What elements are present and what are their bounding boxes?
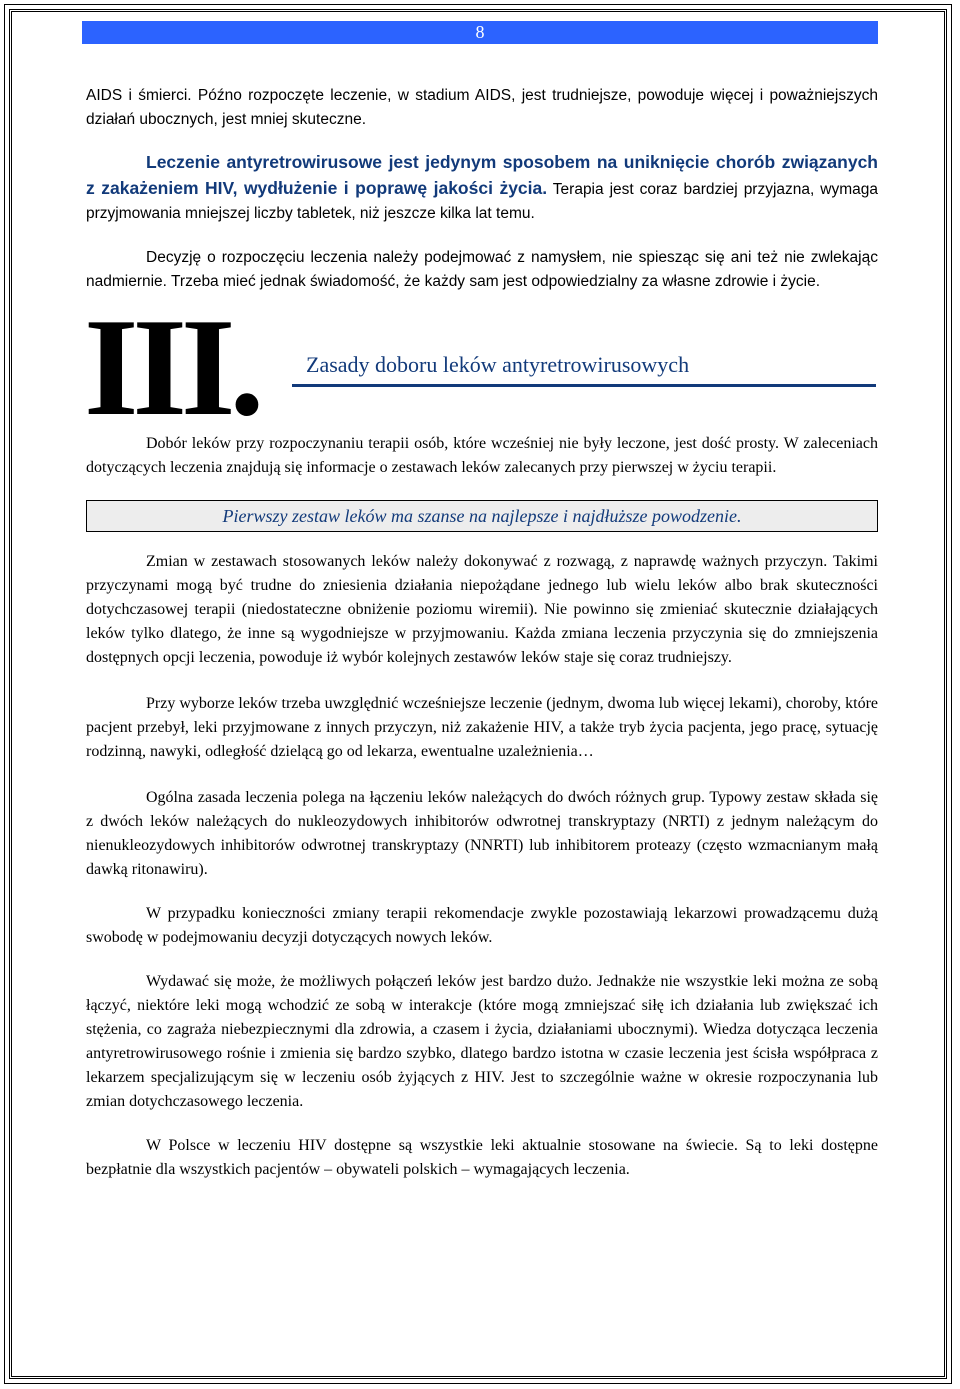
section-heading xyxy=(84,290,878,445)
section-title-underline xyxy=(292,384,876,387)
paragraph-drug-interactions: Wydawać się może, że możliwych połączeń leków jest bardzo dużo. Jednakże nie wszystkie leki można ze sobą łączyć, niektóre leki mogą wchodzić ze sobą w interakcje (które mogą zmniejszać siłę ich działania lub zwiększać ich stężenia, co zagraża niebezpiecznymi dla zdrowia, a czasem i życia, działaniami ubocznymi). Wiedza dotycząca leczenia antyretrowirusowego rośnie i zmienia się bardzo szybko, dlatego bardzo istotna w czasie leczenia jest ścisła współpraca z lekarzem specjalizującym się w leczeniu osób żyjących z HIV. Jest to szczególnie ważne w okresie rozpoczynania lub zmian dotychczasowego leczenia. xyxy=(86,973,878,1110)
paragraph-aids-death: AIDS i śmierci. Późno rozpoczęte leczenie, w stadium AIDS, jest trudniejsze, powoduje więcej i poważniejszych działań ubocznych, jest mniej skuteczne. xyxy=(86,87,878,128)
emphasis-treatment-only-way: Leczenie antyretrowirusowe jest jedynym sposobem na uniknięcie chorób związanych z zakażeniem HIV, wydłużenie i poprawę jakości życia. xyxy=(86,152,878,198)
paragraph-selection-factors: Przy wyborze leków trzeba uwzględnić wcześniejsze leczenie (jednym, dwoma lub więcej lekami), choroby, które pacjent przebył, leki przyjmowane z innych przyczyn, niż zakażenie HIV, a także tryb życia pacjenta, jego pracę, sytuację rodzinną, nawyki, odległość dzielącą go od lekarza, ewentualne uzależnienia… xyxy=(86,695,878,760)
paragraph-general-rule: Ogólna zasada leczenia polega na łączeniu leków należących do dwóch różnych grup. Typowy zestaw składa się z dwóch leków należących do nukleozydowych inhibitorów odwrotnej transkryptazy (NRTI) z jednym należącym do nienukleozydowych inhibitorów odwrotnej transkryptazy (NNRTI) lub inhibitorem proteazy (często wzmacnianym małą dawką ritonawiru). xyxy=(86,789,878,878)
section-title: Zasady doboru leków antyretrowirusowych xyxy=(306,352,690,377)
paragraph-treatment-importance xyxy=(86,150,878,226)
paragraph-regimen-changes: Zmian w zestawach stosowanych leków należy dokonywać z rozwagą, z naprawdę ważnych przyczyn. Takimi przyczynami mogą być trudne do zniesienia działania niepożądane jednego lub wielu leków albo brak skuteczności dotychczasowej terapii (niedostateczne obniżenie poziomu wiremii). Nie powinno się zmieniać skutecznie działających leków tylko dlatego, że inne są wygodniejsze w przyjmowaniu. Każda zmiana leczenia przyczynia się do zmniejszenia dostępnych opcji leczenia, powoduje iż wybór kolejnych zestawów leków staje się coraz trudniejszy. xyxy=(86,553,878,666)
page-number: 8 xyxy=(475,22,485,42)
paragraph-therapy-friendly: Terapia jest coraz bardziej przyjazna, wymaga przyjmowania mniejszej liczby tabletek, niż jeszcze kilka lat temu. xyxy=(86,181,878,222)
section-roman-numeral: III. xyxy=(84,290,259,445)
paragraph-poland-availability: W Polsce w leczeniu HIV dostępne są wszystkie leki aktualnie stosowane na świecie. Są to leki dostępne bezpłatnie dla wszystkich pacjentów – obywateli polskich – wymagających leczenia. xyxy=(86,1137,878,1178)
page-header-bar xyxy=(82,21,878,44)
paragraph-drug-selection: Dobór leków przy rozpoczynaniu terapii osób, które wcześniej nie były leczone, jest dość prosty. W zaleceniach dotyczących leczenia znajdują się informacje o zestawach leków zalecanych przy pierwszej w życiu terapii. xyxy=(86,435,878,476)
callout-first-regimen: Pierwszy zestaw leków ma szanse na najlepsze i najdłuższe powodzenie. xyxy=(86,500,878,532)
document-body xyxy=(86,84,878,1182)
paragraph-decision: Decyzję o rozpoczęciu leczenia należy podejmować z namysłem, nie spiesząc się ani też nie zwlekając nadmiernie. Trzeba mieć jednak świadomość, że każdy sam jest odpowiedzialny za własne zdrowie i życie. xyxy=(86,249,878,290)
paragraph-therapy-change: W przypadku konieczności zmiany terapii rekomendacje zwykle pozostawiają lekarzowi prowadzącemu dużą swobodę w podejmowaniu decyzji dotyczących nowych leków. xyxy=(86,905,878,946)
